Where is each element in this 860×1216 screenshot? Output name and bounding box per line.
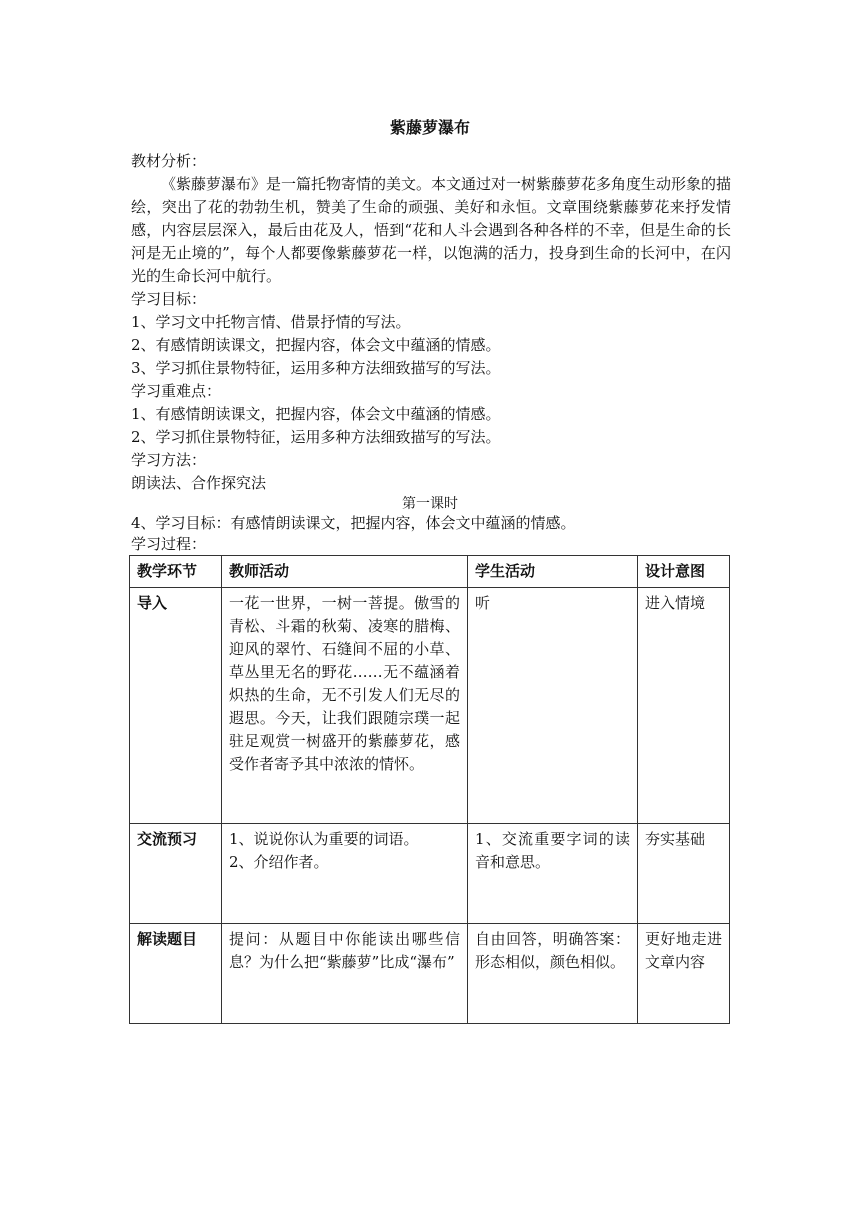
header-stage: 教学环节 [130,556,222,588]
table-row [130,588,730,824]
row-stage: 解读题目 [130,924,222,1024]
row-design-intent: 夯实基础 [638,824,730,924]
row-teacher-activity: 提问：从题目中你能读出哪些信息？为什么把“紫藤萝”比成“瀑布” [222,924,468,1024]
process-heading: 学习过程： [131,535,207,553]
method-text: 朗读法、合作探究法 [131,474,267,492]
process-table [129,555,730,1024]
row-student-activity: 1、交流重要字词的读音和意思。 [468,824,638,924]
goal-item: 1、学习文中托物言情、借景抒情的写法。 [131,313,411,331]
row-teacher-activity: 一花一世界，一树一菩提。傲雪的青松、斗霜的秋菊、凌寒的腊梅、迎风的翠竹、石缝间不屈的小草、草丛里无名的野花……无不蕴涵着炽热的生命，无不引发人们无尽的遐思。今天，让我们跟随宗璞一起驻足观赏一树盛开的紫藤萝花，感受作者寄予其中浓浓的情怀。 [222,588,468,824]
header-student: 学生活动 [468,556,638,588]
analysis-paragraph: 《紫藤萝瀑布》是一篇托物寄情的美文。本文通过对一树紫藤萝花多角度生动形象的描绘，突出了花的勃勃生机，赞美了生命的顽强、美好和永恒。文章围绕紫藤萝花来抒发情感，内容层层深入，最后由花及人，悟到“花和人斗会遇到各种各样的不幸，但是生命的长河是无止境的”，每个人都要像紫藤萝花一样，以饱满的活力，投身到生命的长河中，在闪光的生命长河中航行。 [131,175,732,285]
key-point-item: 1、有感情朗读课文，把握内容，体会文中蕴涵的情感。 [131,405,501,423]
goals-heading: 学习目标： [131,290,207,308]
teacher-activity-line: 1、说说你认为重要的词语。 [229,830,419,848]
lesson-goal: 4、学习目标：有感情朗读课文，把握内容，体会文中蕴涵的情感。 [131,514,576,532]
row-teacher-activity [222,824,468,924]
table-row [130,824,730,924]
lesson-label: 第一课时 [402,496,458,512]
row-student-activity: 听 [468,588,638,824]
header-teacher: 教师活动 [222,556,468,588]
row-stage: 交流预习 [130,824,222,924]
key-points-heading: 学习重难点： [131,382,222,400]
table-header-row [130,556,730,588]
teacher-activity-line: 2、介绍作者。 [229,853,329,871]
key-point-item: 2、学习抓住景物特征，运用多种方法细致描写的写法。 [131,428,501,446]
row-design-intent: 更好地走进文章内容 [638,924,730,1024]
row-student-activity: 自由回答，明确答案：形态相似，颜色相似。 [468,924,638,1024]
analysis-heading: 教材分析： [131,152,207,170]
row-design-intent: 进入情境 [638,588,730,824]
goal-item: 3、学习抓住景物特征，运用多种方法细致描写的写法。 [131,359,501,377]
goal-item: 2、有感情朗读课文，把握内容，体会文中蕴涵的情感。 [131,336,501,354]
method-heading: 学习方法： [131,451,207,469]
header-intent: 设计意图 [638,556,730,588]
row-stage: 导入 [130,588,222,824]
table-row [130,924,730,1024]
page-title: 紫藤萝瀑布 [389,118,470,137]
